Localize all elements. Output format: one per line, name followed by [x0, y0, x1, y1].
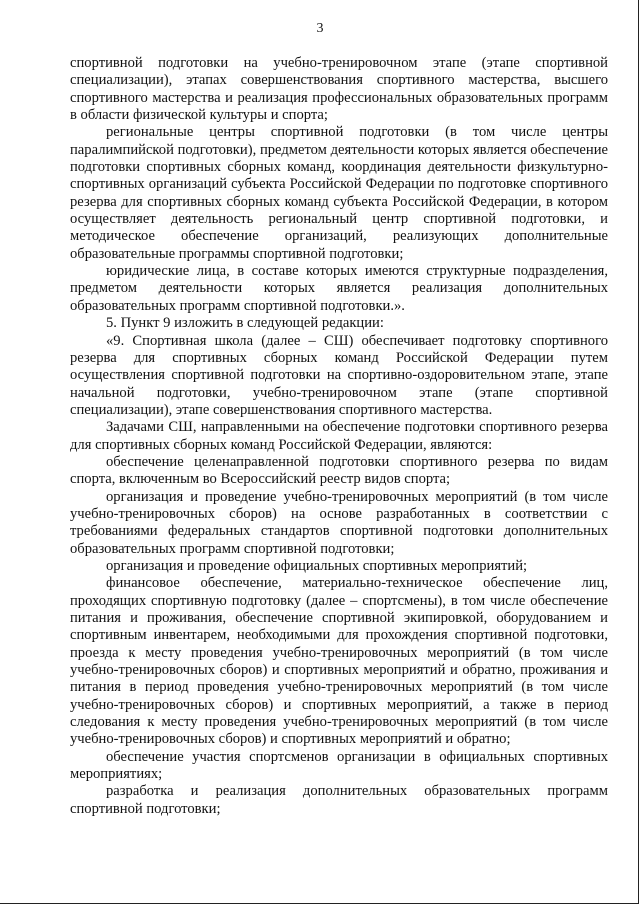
document-body	[70, 55, 608, 818]
paragraph-regional-centers: региональные центры спортивной подготовки (в том числе центры паралимпийской подготовки), предметом деятельности которых является обеспечение подготовки спортивных сборных команд, координация деятельности физкультурно-спортивных организаций субъекта Российской Федерации по подготовке спортивного резерва для спортивных сборных команд субъекта Российской Федерации, в котором осуществляет деятельность региональный центр спортивной подготовки, и методическое обеспечение организаций, реализующих дополнительные образовательные программы спортивной подготовки;	[70, 124, 608, 262]
paragraph-item-5: 5. Пункт 9 изложить в следующей редакции:	[106, 315, 384, 332]
paragraph-legal-entities: юридические лица, в составе которых имеются структурные подразделения, предметом деятельности которых является реализация дополнительных образовательных программ спортивной подготовки.».	[70, 263, 608, 314]
paragraph-task-events: организация и проведение учебно-тренировочных мероприятий (в том числе учебно-тренировочных сборов) на основе разработанных в соответствии с требованиями федеральных стандартов спортивной подготовки дополнительных образовательных программ спортивной подготовки;	[70, 488, 608, 557]
paragraph-task-training: обеспечение целенаправленной подготовки спортивного резерва по видам спорта, включенным во Всероссийский реестр видов спорта;	[70, 453, 608, 488]
paragraph-item-9: «9. Спортивная школа (далее – СШ) обеспечивает подготовку спортивного резерва для спортивных сборных команд Российской Федерации путем осуществления спортивной подготовки на спортивно-оздоровительном этапе, этапе начальной подготовки, учебно-тренировочном этапе (этапе спортивной специализации), этапе совершенствования спортивного мастерства.	[70, 332, 608, 418]
paragraph-task-participation: обеспечение участия спортсменов организации в официальных спортивных мероприятиях;	[70, 748, 608, 783]
paragraph-task-official-events: организация и проведение официальных спортивных мероприятий;	[106, 557, 528, 574]
paragraph-continuation: спортивной подготовки на учебно-тренировочном этапе (этапе спортивной специализации), этапах совершенствования спортивного мастерства, высшего спортивного мастерства и реализация профессиональных образовательных программ в области физической культуры и спорта;	[70, 55, 608, 124]
page-number: 3	[316, 21, 324, 36]
paragraph-tasks-intro: Задачами СШ, направленными на обеспечение подготовки спортивного резерва для спортивных сборных команд Российской Федерации, являются:	[70, 419, 608, 453]
paragraph-task-programs: разработка и реализация дополнительных образовательных программ спортивной подготовки;	[70, 783, 608, 817]
paragraph-task-financing: финансовое обеспечение, материально-техническое обеспечение лиц, проходящих спортивную подготовку (далее – спортсмены), в том числе обеспечение питания и проживания, обеспечение спортивной экипировкой, оборудованием и спортивным инвентарем, необходимыми для прохождения спортивной подготовки, проезда к месту проведения учебно-тренировочных мероприятий (в том числе учебно-тренировочных сборов) и спортивных мероприятий и обратно, проживания и питания в период проведения учебно-тренировочных мероприятий (в том числе учебно-тренировочных сборов) и спортивных мероприятий, а также в период следования к месту проведения учебно-тренировочных мероприятий (в том числе учебно-тренировочных сборов) и спортивных мероприятий и обратно;	[70, 575, 608, 748]
